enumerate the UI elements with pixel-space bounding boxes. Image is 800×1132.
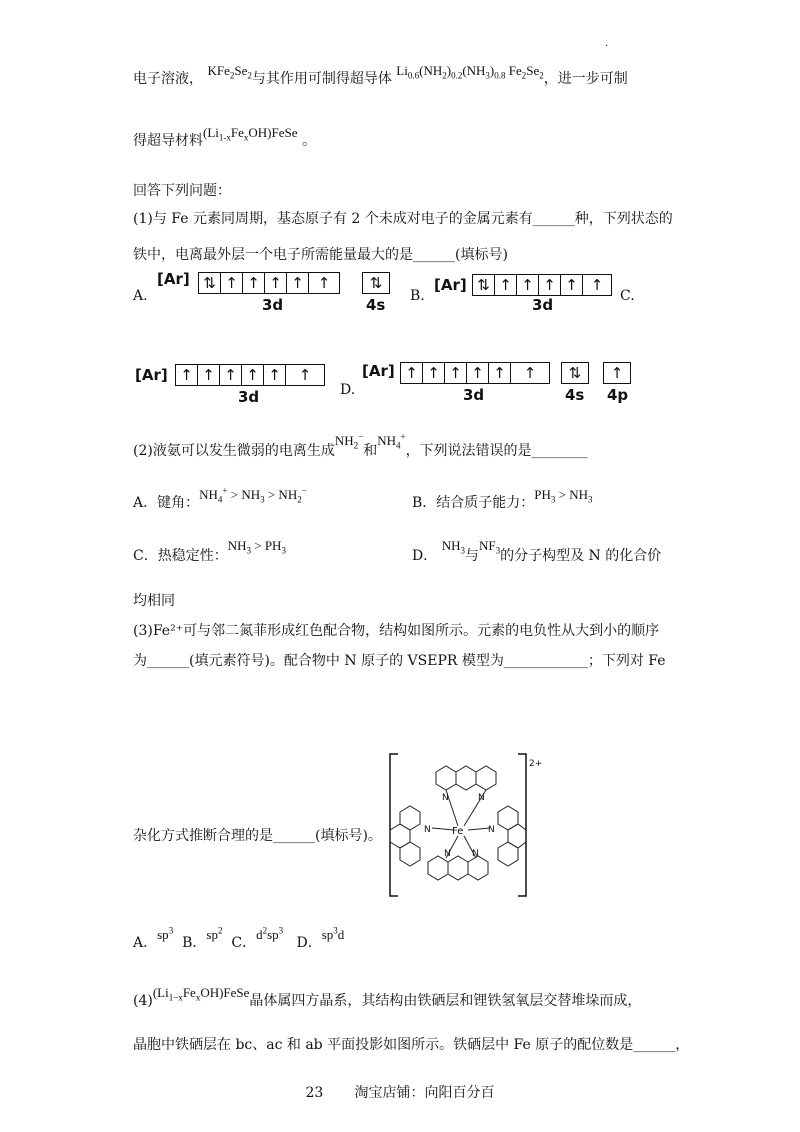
shop-name: 淘宝店铺：向阳百分百 [354,1085,495,1101]
n-atom-1: N [442,793,449,803]
label-3d-d: 3d [463,386,485,404]
option-b-label: B. [410,288,425,304]
option-a-label: A. [133,288,148,304]
q3-line-3: 杂化方式推断合理的是______(填标号)。 [133,828,382,844]
fe-center-label: Fe [452,826,464,837]
n-atom-4: N [488,825,495,835]
q2-option-b: B．结合质子能力：$PH_3 > NH_3$ [412,487,593,511]
q1-line-2: 铁中，电离最外层一个电子所需能量最大的是______(填标号) [133,247,508,263]
intro-line-2: 得超导材料$(Li_{1-x}Fe_xOH)FeSe$ 。 [133,125,316,149]
label-3d-c: 3d [238,388,260,406]
orbital-4s-a: ⇅ [362,272,390,294]
q3-line-1: (3)Fe²⁺可与邻二氮菲形成红色配合物，结构如图所示。元素的电负性从大到小的顺序 [133,623,660,639]
q4-line-2: 晶胞中铁硒层在 bc、ac 和 ab 平面投影如图所示。铁硒层中 Fe 原子的配位数是______， [133,1037,690,1053]
orbital-3d-c: ↑ ↑ ↑ ↑ ↑ ↑ [175,364,325,386]
ar-core-c: [Ar] [135,366,168,384]
q2-stem: (2)液氨可以发生微弱的电离生成$NH_2^-$和$NH_4^+$，下列说法错误的是________ [133,431,588,459]
q1-line-1: (1)与 Fe 元素同周期，基态原子有 2 个未成对电子的金属元素有______种，下列状态的 [133,211,673,227]
option-d-label: D. [340,382,356,398]
q3-options: A．$sp^3$ B．$sp^2$ C．$d^2sp^3$ D．$sp^3d$ [133,925,345,951]
formula-nh4: $NH_4^+$ [377,431,406,451]
n-atom-6: N [472,849,479,859]
q2-option-a: A．键角：$NH_4^+ > NH_3 > NH_2^-$ [133,485,307,511]
n-atom-3: N [424,825,431,835]
label-3d-a: 3d [262,296,284,314]
complex-charge: 2+ [529,759,543,769]
q2-option-d-cont: 均相同 [133,593,175,609]
n-atom-2: N [478,793,485,803]
q2-option-d: D． $NH_3$与$NF_3$的分子构型及 N 的化合价 [412,538,662,564]
intro-line-1: 电子溶液， $KFe_2Se_2$与其作用可制得超导体 $Li_{0.6}(NH_2)_{0.2}(NH_3)_{0.8}$ $Fe_2Se_2$，进一步可制 [133,63,628,87]
orbital-3d-d: ↑ ↑ ↑ ↑ ↑ ↑ [400,362,550,384]
q4-line-1: $(4)(Li_{1-x}Fe_xOH)FeSe$晶体属四方晶系，其结构由铁硒层和锂铁氢氧层交替堆垛而成， [133,985,642,1009]
orbital-4p-d: ↑ [603,362,631,384]
ar-core-a: [Ar] [157,270,190,288]
fe-phen-complex-figure [388,752,548,902]
page-footer [0,1082,800,1102]
q2-option-c: C．热稳定性：$NH_3 > PH_3$ [133,538,286,564]
formula-kfe2se2: $KFe_2Se_2$ [207,63,252,81]
formula-nh2: $NH_2^-$ [334,431,364,451]
label-4p-d: 4p [607,386,629,404]
formula-li-superconductor: $Li_{0.6}(NH_2)_{0.2}(NH_3)_{0.8}$ $Fe_2Se_2$ [396,63,544,81]
option-c-label: C. [620,288,635,304]
orbital-3d-a: ⇅ ↑ ↑ ↑ ↑ ↑ [198,272,340,294]
label-4s-a: 4s [366,296,386,314]
q3-line-2: 为______(填元素符号)。配合物中 N 原子的 VSEPR 模型为____________；下列对 Fe [133,653,666,669]
ar-core-d: [Ar] [362,362,395,380]
orbital-4s-d: ⇅ [561,362,589,384]
formula-q4: $(Li_{1-x}Fe_xOH)FeSe$ [152,985,250,1003]
formula-lifeoh-fese: $(Li_{1-x}Fe_xOH)FeSe$ [203,125,298,143]
page-number: 23 [305,1085,324,1101]
orbital-3d-b: ⇅ ↑ ↑ ↑ ↑ ↑ [472,274,612,296]
corner-dot: . [605,38,609,49]
answer-prompt: 回答下列问题： [133,183,231,199]
label-4s-d: 4s [565,386,585,404]
n-atom-5: N [444,849,451,859]
label-3d-b: 3d [532,296,554,314]
ar-core-b: [Ar] [434,276,467,294]
